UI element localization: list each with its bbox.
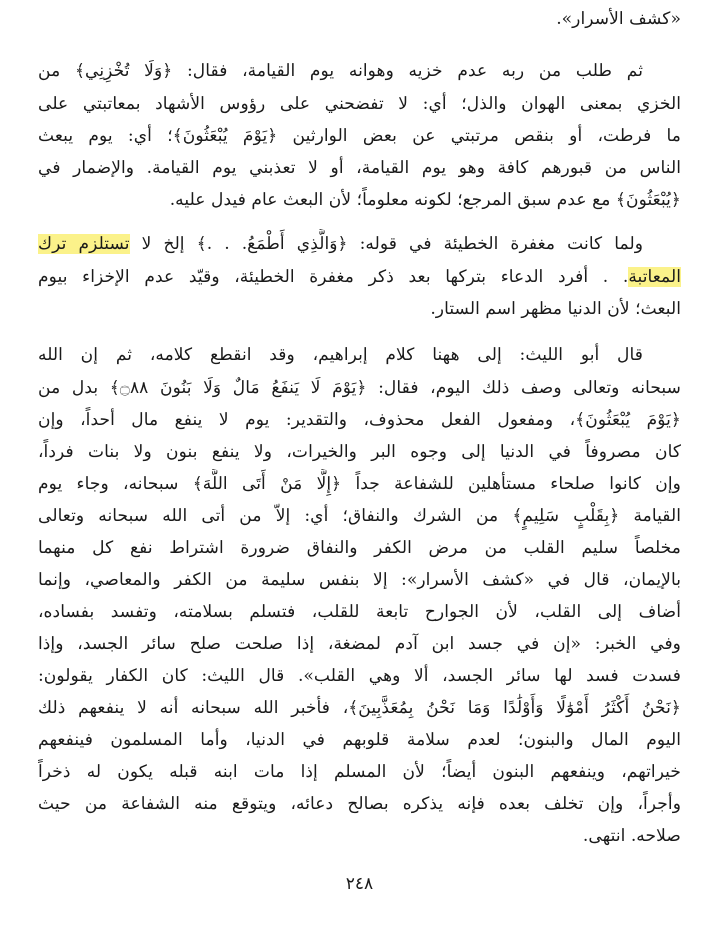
text-fragment: ولما كانت مغفرة الخطيئة في قوله: ﴿وَالَّذِي أَطْمَعُ. . .﴾ إلخ لا: [129, 234, 643, 254]
text-line: وإن كانوا صلحاء مستأهلين للشفاعة جداً ﴿إِلَّا مَنْ أَتَى اللَّهَ﴾ سبحانه، وجاء يوم: [38, 474, 681, 494]
text-line: وأجراً، وإن تخلف بعده فإنه يذكره بصالح دعائه، ويتوقع منه الشفاعة من حيث: [38, 794, 681, 814]
text-line: صلاحه. انتهى.: [582, 826, 681, 846]
text-line: ﴿يَوْمَ يُبْعَثُونَ﴾، ومفعول الفعل محذوف، والتقدير: يوم لا ينفع مال أحداً، وإن: [38, 410, 681, 430]
text-line: سبحانه وتعالى وصف ذلك اليوم، فقال: ﴿يَوْمَ لَا يَنفَعُ مَالٌ وَلَا بَنُونَ ۝٨٨﴾ بدل من: [38, 378, 681, 398]
text-line: قال أبو الليث: إلى ههنا كلام إبراهيم، وقد انقطع كلامه، ثم إن الله: [38, 345, 643, 365]
text-line: خيراتهم، وينفعهم البنون أيضاً؛ لأن المسلم إذا مات ابنه قبله يكون له ذخراً: [38, 762, 681, 782]
text-line: بالإيمان، قال في «كشف الأسرار»: إلا بنفس سليمة من الكفر والمعاصي، وإنما: [38, 570, 681, 590]
text-line: ثم طلب من ربه عدم خزيه وهوانه يوم القيامة، فقال: ﴿وَلَا تُخْزِنِي﴾ من: [38, 61, 643, 81]
text-line: البعث؛ لأن الدنيا مظهر اسم الستار.: [430, 299, 681, 319]
text-line: الخزي بمعنى الهوان والذل؛ أي: لا تفضحني على رؤوس الأشهاد بمعاتبتي على: [38, 94, 681, 114]
text-line: مخلصاً سليم القلب من مرض الكفر والنفاق ضرورة اشتراط نفع كل منهما: [38, 538, 681, 558]
text-line: فسدت فسد لها سائر الجسد، ألا وهي القلب». قال الليث: كان الكفار يقولون:: [38, 666, 681, 686]
highlighted-text: المعاتبة: [628, 267, 681, 287]
text-line: القيامة ﴿بِقَلْبٍ سَلِيمٍ﴾ من الشرك والنفاق؛ أي: إلاّ من أتى الله سبحانه وتعالى: [38, 506, 681, 526]
highlighted-text: تستلزم ترك: [38, 234, 130, 254]
text-line: [38, 262, 681, 292]
continuation-line: «كشف الأسرار».: [556, 9, 681, 29]
text-line: ما فرطت، أو بنقص مرتبتي عن بعض الوارثين ﴿يَوْمَ يُبْعَثُونَ﴾؛ أي: يوم يبعث: [38, 126, 681, 146]
text-line: ﴿يُبْعَثُونَ﴾ مع عدم سبق المرجع؛ لكونه معلوماً؛ لأن البعث عام فيدل عليه.: [169, 190, 681, 210]
page-number: ٢٤٨: [345, 874, 374, 894]
text-line: [38, 229, 643, 259]
text-line: الناس من قبورهم كافة وهو يوم القيامة، أو لا تعذبني يوم القيامة. والإضمار في: [38, 158, 681, 178]
text-line: وفي الخبر: «إن في جسد ابن آدم لمضغة، إذا صلحت صلح سائر الجسد، وإذا: [38, 634, 681, 654]
text-line: ﴿نَحْنُ أَكْثَرُ أَمْوَٰلًا وَأَوْلَٰدًا وَمَا نَحْنُ بِمُعَذَّبِينَ﴾، فأخبر الله سبحانه أنه لا ينفعهم ذلك: [38, 698, 681, 718]
text-line: أضاف إلى القلب، لأن الجوارح تابعة للقلب، فتسلم بسلامته، وتفسد بفساده،: [38, 602, 681, 622]
text-line: اليوم المال والبنون؛ لعدم سلامة قلوبهم في الدنيا، وأما المسلمون فينفعهم: [38, 730, 681, 750]
text-fragment: . . أفرد الدعاء بتركها بعد ذكر مغفرة الخطيئة، وقيّد عدم الإخزاء بيوم: [38, 267, 629, 287]
text-line: كان مصروفاً في الدنيا إلى وجوه البر والخيرات، ولا ينفع بنون ولا بنات فرداً،: [38, 442, 681, 462]
